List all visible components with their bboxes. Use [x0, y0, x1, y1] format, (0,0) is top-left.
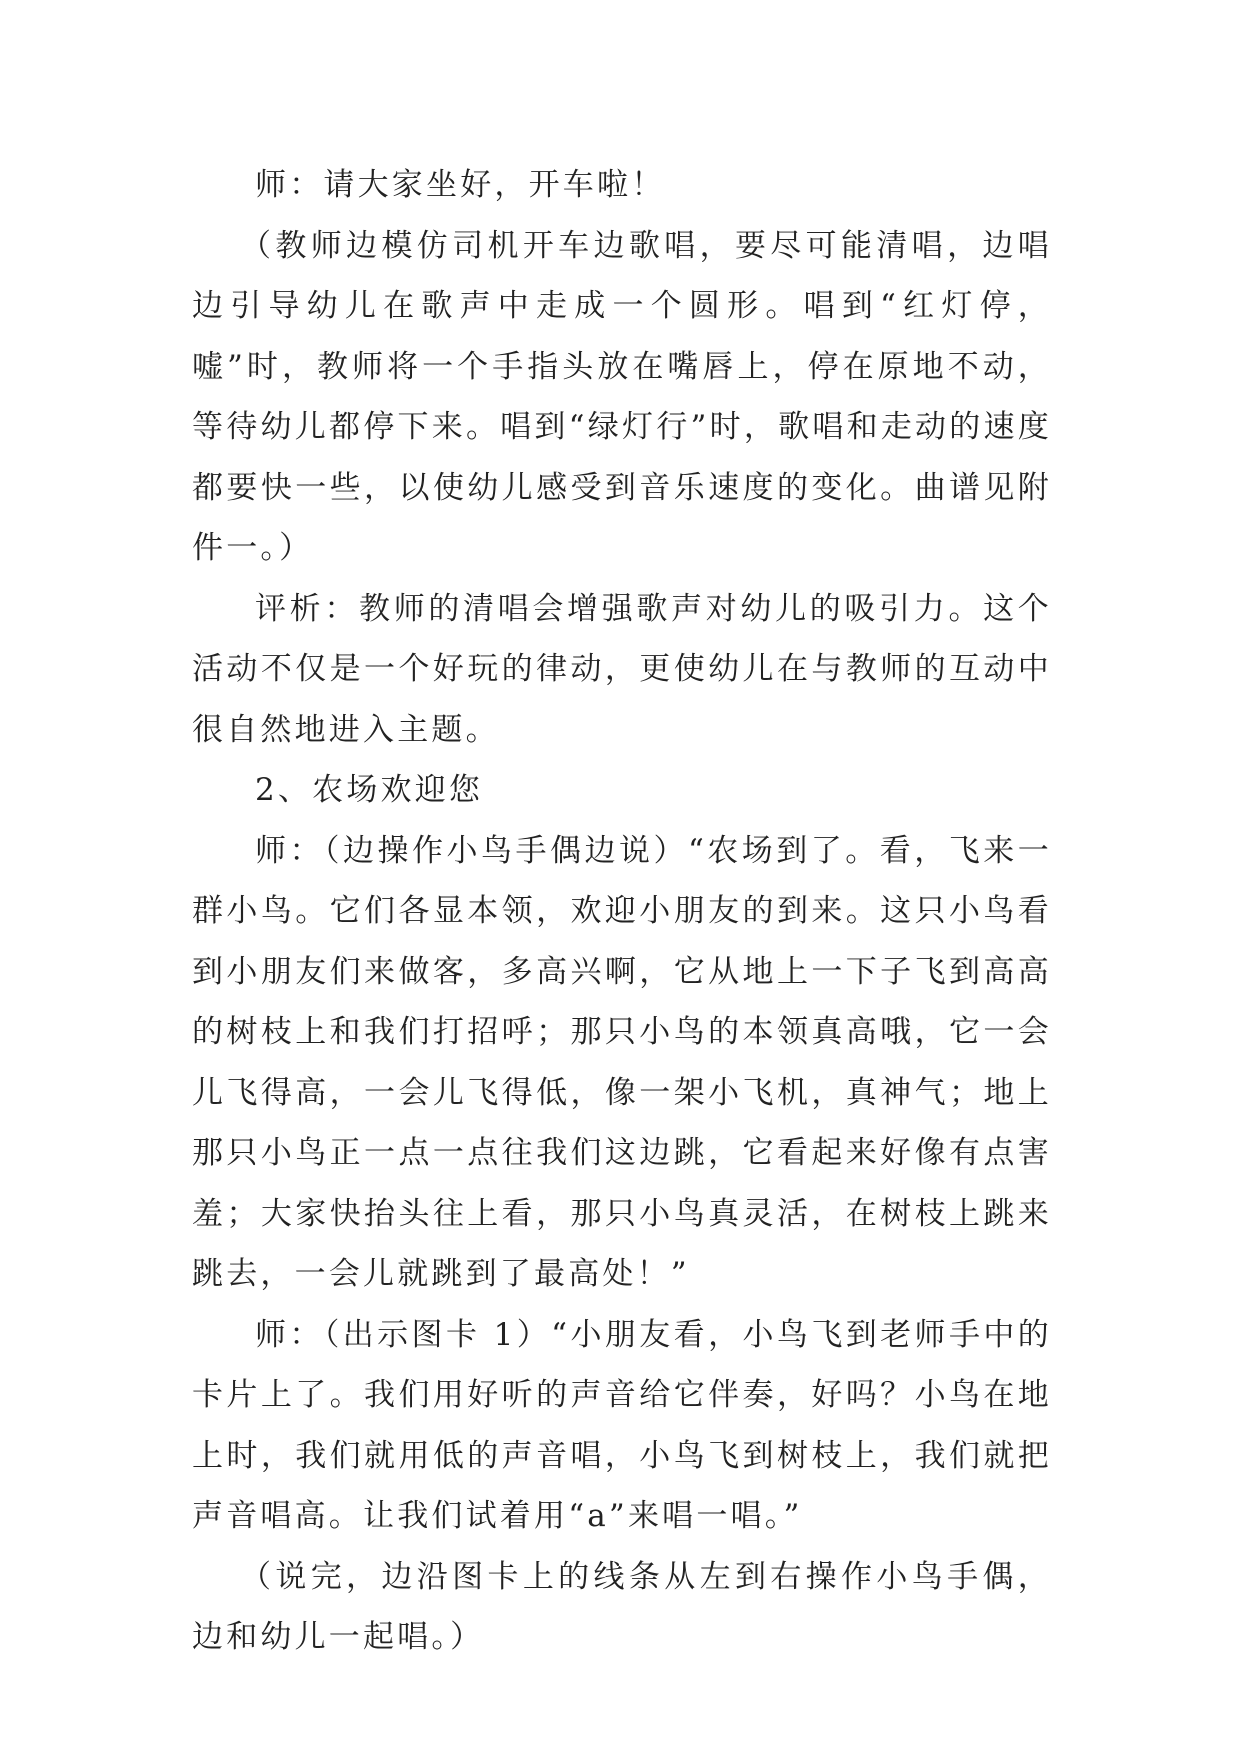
section-heading: 2、农场欢迎您: [255, 772, 484, 808]
analysis-paragraph: 评析：教师的清唱会增强歌声对幼儿的吸引力。这个活动不仅是一个好玩的律动，更使幼儿在与教师的互动中很自然地进入主题。: [192, 590, 1052, 748]
dialogue-paragraph: 师：（边操作小鸟手偶边说）“农场到了。看，飞来一群小鸟。它们各显本领，欢迎小朋友的到来。这只小鸟看到小朋友们来做客，多高兴啊，它从地上一下子飞到高高的树枝上和我们打招呼；那只小鸟的本领真高哦，它一会儿飞得高，一会儿飞得低，像一架小飞机，真神气；地上那只小鸟正一点一点往我们这边跳，它看起来好像有点害羞；大家快抬头往上看，那只小鸟真灵活，在树枝上跳来跳去，一会儿就跳到了最高处！”: [192, 832, 1052, 1292]
dialogue-paragraph: 师：请大家坐好，开车啦！: [255, 167, 666, 203]
dialogue-paragraph: 师：（出示图卡 1）“小朋友看，小鸟飞到老师手中的卡片上了。我们用好听的声音给它伴奏，好吗？小鸟在地上时，我们就用低的声音唱，小鸟飞到树枝上，我们就把声音唱高。让我们试着用“a”来唱一唱。”: [192, 1316, 1052, 1534]
stage-direction-paragraph: （教师边模仿司机开车边歌唱，要尽可能清唱，边唱边引导幼儿在歌声中走成一个圆形。唱到“红灯停，嘘”时，教师将一个手指头放在嘴唇上，停在原地不动，等待幼儿都停下来。唱到“绿灯行”时，歌唱和走动的速度都要快一些，以使幼儿感受到音乐速度的变化。曲谱见附件一。）: [192, 227, 1052, 566]
document-body: [192, 155, 1052, 1668]
stage-direction-paragraph: （说完，边沿图卡上的线条从左到右操作小鸟手偶，边和幼儿一起唱。）: [192, 1558, 1052, 1655]
